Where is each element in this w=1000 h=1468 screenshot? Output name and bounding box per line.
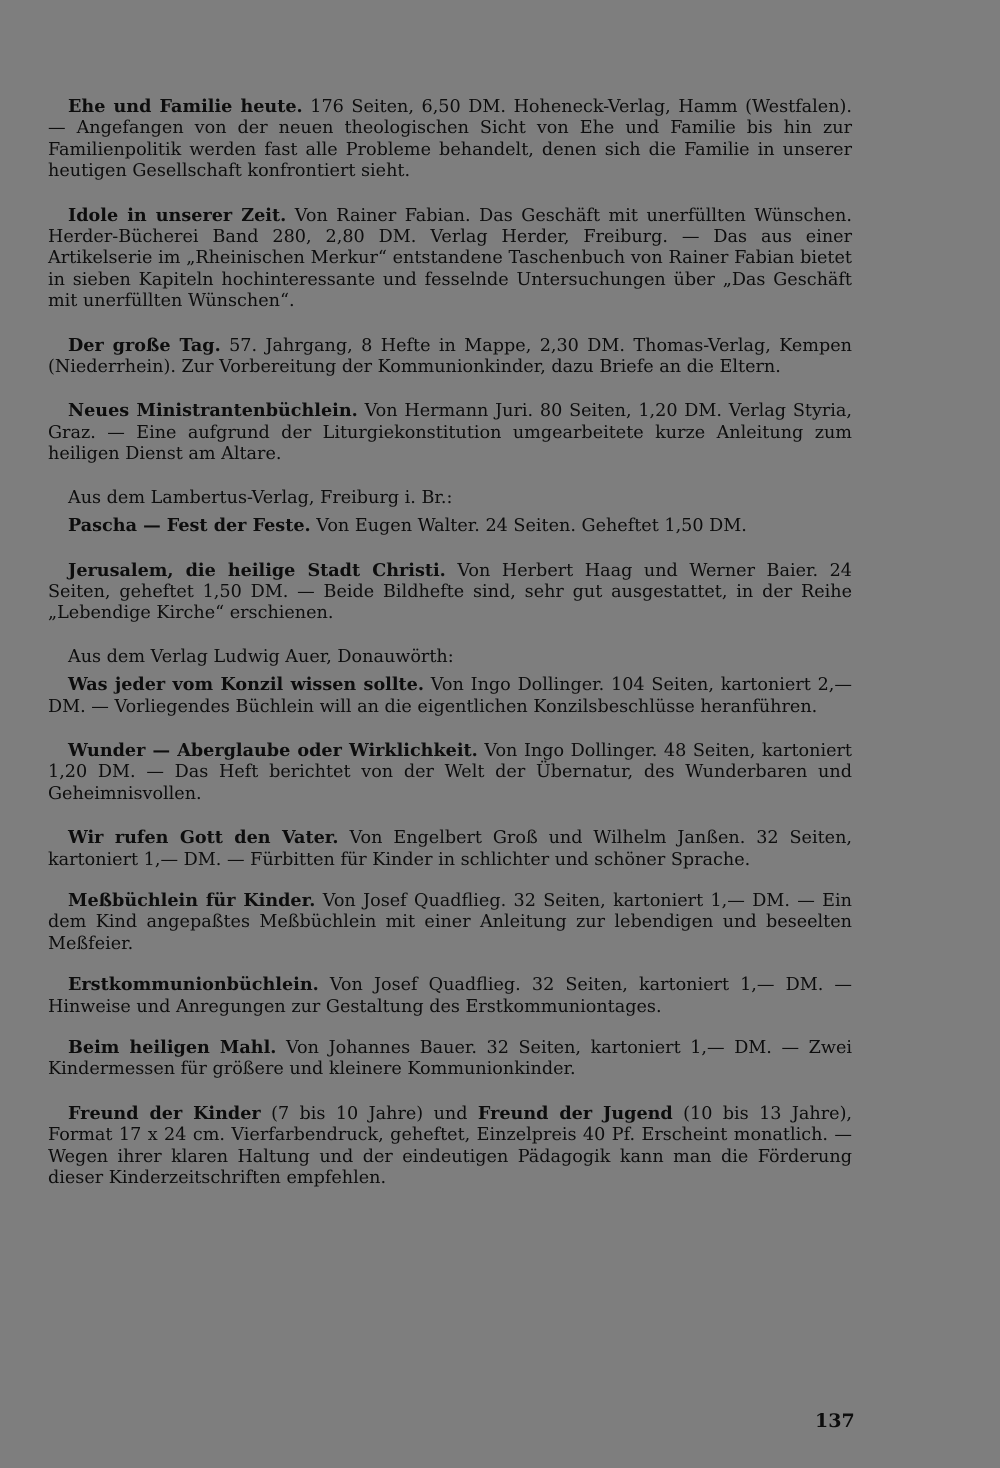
publisher-heading	[48, 488, 852, 509]
book-entry	[48, 827, 852, 871]
book-entry	[48, 1037, 852, 1081]
book-list	[48, 96, 852, 1211]
book-description: 176 Seiten, 6,50 DM. Hoheneck-Verlag, Hamm (Westfalen). — Angefangen von der neuen theologischen Sicht von Ehe und Familie bis hin zur Familienpolitik werden fast alle Probleme behandelt, denen sich die Familie in unserer heutigen Gesellschaft konfrontiert sieht.	[48, 97, 852, 182]
book-title: Der große Tag.	[68, 334, 221, 356]
book-description: (7 bis 10 Jahre) und	[260, 1103, 478, 1124]
book-description: 57. Jahrgang, 8 Hefte in Mappe, 2,30 DM. Thomas-Verlag, Kempen (Niederrhein). Zur Vorbereitung der Kommunionkinder, dazu Briefe an die Eltern.	[48, 335, 852, 378]
publisher-heading-text: Aus dem Verlag Ludwig Auer, Donauwörth:	[68, 646, 454, 667]
book-entry	[48, 674, 852, 718]
book-title: Was jeder vom Konzil wissen sollte.	[68, 674, 424, 696]
book-entry	[48, 335, 852, 379]
book-description: Von Rainer Fabian. Das Geschäft mit unerfüllten Wünschen. Herder-Bücherei Band 280, 2,80 DM. Verlag Herder, Freiburg. — Das aus einer Artikelserie im „Rheinischen Merkur“ entstandene Taschenbuch von Rainer Fabian bietet in sieben Kapiteln hochinteressante und fesselnde Untersuchungen über „Das Geschäft mit unerfüllten Wünschen“.	[48, 205, 852, 312]
publisher-heading-text: Aus dem Lambertus-Verlag, Freiburg i. Br.:	[68, 487, 453, 508]
book-entry	[48, 515, 852, 537]
book-description: (10 bis 13 Jahre), Format 17 x 24 cm. Vierfarbendruck, geheftet, Einzelpreis 40 Pf. Erscheint monatlich. — Wegen ihrer klaren Haltung und der eindeutigen Pädagogik kann man die Förderung dieser Kinderzeitschriften empfehlen.	[48, 1103, 853, 1189]
book-description: Von Engelbert Groß und Wilhelm Janßen. 32 Seiten, kartoniert 1,— DM. — Fürbitten für Kinder in schlichter und schöner Sprache.	[48, 828, 853, 870]
book-title: Jerusalem, die heilige Stadt Christi.	[68, 559, 446, 581]
book-entry	[48, 96, 852, 183]
book-entry	[48, 205, 852, 313]
book-description: Von Hermann Juri. 80 Seiten, 1,20 DM. Verlag Styria, Graz. — Eine aufgrund der Liturgiekonstitution umgearbeitete kurze Anleitung zum heiligen Dienst am Altare.	[48, 401, 853, 465]
book-entry	[48, 1103, 852, 1190]
book-entry	[48, 560, 852, 625]
book-description: Von Ingo Dollinger. 104 Seiten, kartoniert 2,— DM. — Vorliegendes Büchlein will an die eigentlichen Konzilsbeschlüsse heranführen.	[48, 675, 852, 717]
book-title: Neues Ministrantenbüchlein.	[68, 400, 358, 422]
book-description: Von Ingo Dollinger. 48 Seiten, kartoniert 1,20 DM. — Das Heft berichtet von der Welt der Übernatur, des Wunderbaren und Geheimnisvollen.	[48, 740, 853, 804]
book-title: Meßbüchlein für Kinder.	[68, 889, 316, 911]
book-entry	[48, 974, 852, 1018]
book-title: Wunder — Aberglaube oder Wirklichkeit.	[68, 739, 478, 761]
book-description: Von Eugen Walter. 24 Seiten. Geheftet 1,50 DM.	[310, 516, 747, 537]
book-title: Beim heiligen Mahl.	[68, 1037, 277, 1058]
book-title: Erstkommunionbüchlein.	[68, 974, 319, 996]
book-title: Idole in unserer Zeit.	[68, 204, 287, 226]
book-title: Ehe und Familie heute.	[68, 96, 303, 117]
publisher-heading	[48, 647, 852, 668]
book-title-second: Freund der Jugend	[477, 1102, 673, 1124]
book-entry	[48, 400, 852, 465]
book-description: Von Herbert Haag und Werner Baier. 24 Seiten, geheftet 1,50 DM. — Beide Bildhefte sind, sehr gut ausgestattet, in der Reihe „Lebendige Kirche“ erschienen.	[48, 560, 852, 624]
page-number: 137	[815, 1410, 855, 1432]
book-description: Von Josef Quadflieg. 32 Seiten, kartoniert 1,— DM. — Hinweise und Anregungen zur Gestaltung des Erstkommuniontages.	[48, 975, 852, 1017]
book-title: Wir rufen Gott den Vater.	[68, 827, 339, 849]
book-entry	[48, 740, 852, 805]
book-description: Von Josef Quadflieg. 32 Seiten, kartoniert 1,— DM. — Ein dem Kind angepaßtes Meßbüchlein mit einer Anleitung zur lebendigen und beseelten Meßfeier.	[48, 890, 852, 954]
book-title: Freund der Kinder	[68, 1102, 261, 1124]
book-description: Von Johannes Bauer. 32 Seiten, kartoniert 1,— DM. — Zwei Kindermessen für größere und kleinere Kommunionkinder.	[48, 1038, 852, 1080]
book-title: Pascha — Fest der Feste.	[68, 515, 311, 537]
book-entry	[48, 890, 852, 955]
